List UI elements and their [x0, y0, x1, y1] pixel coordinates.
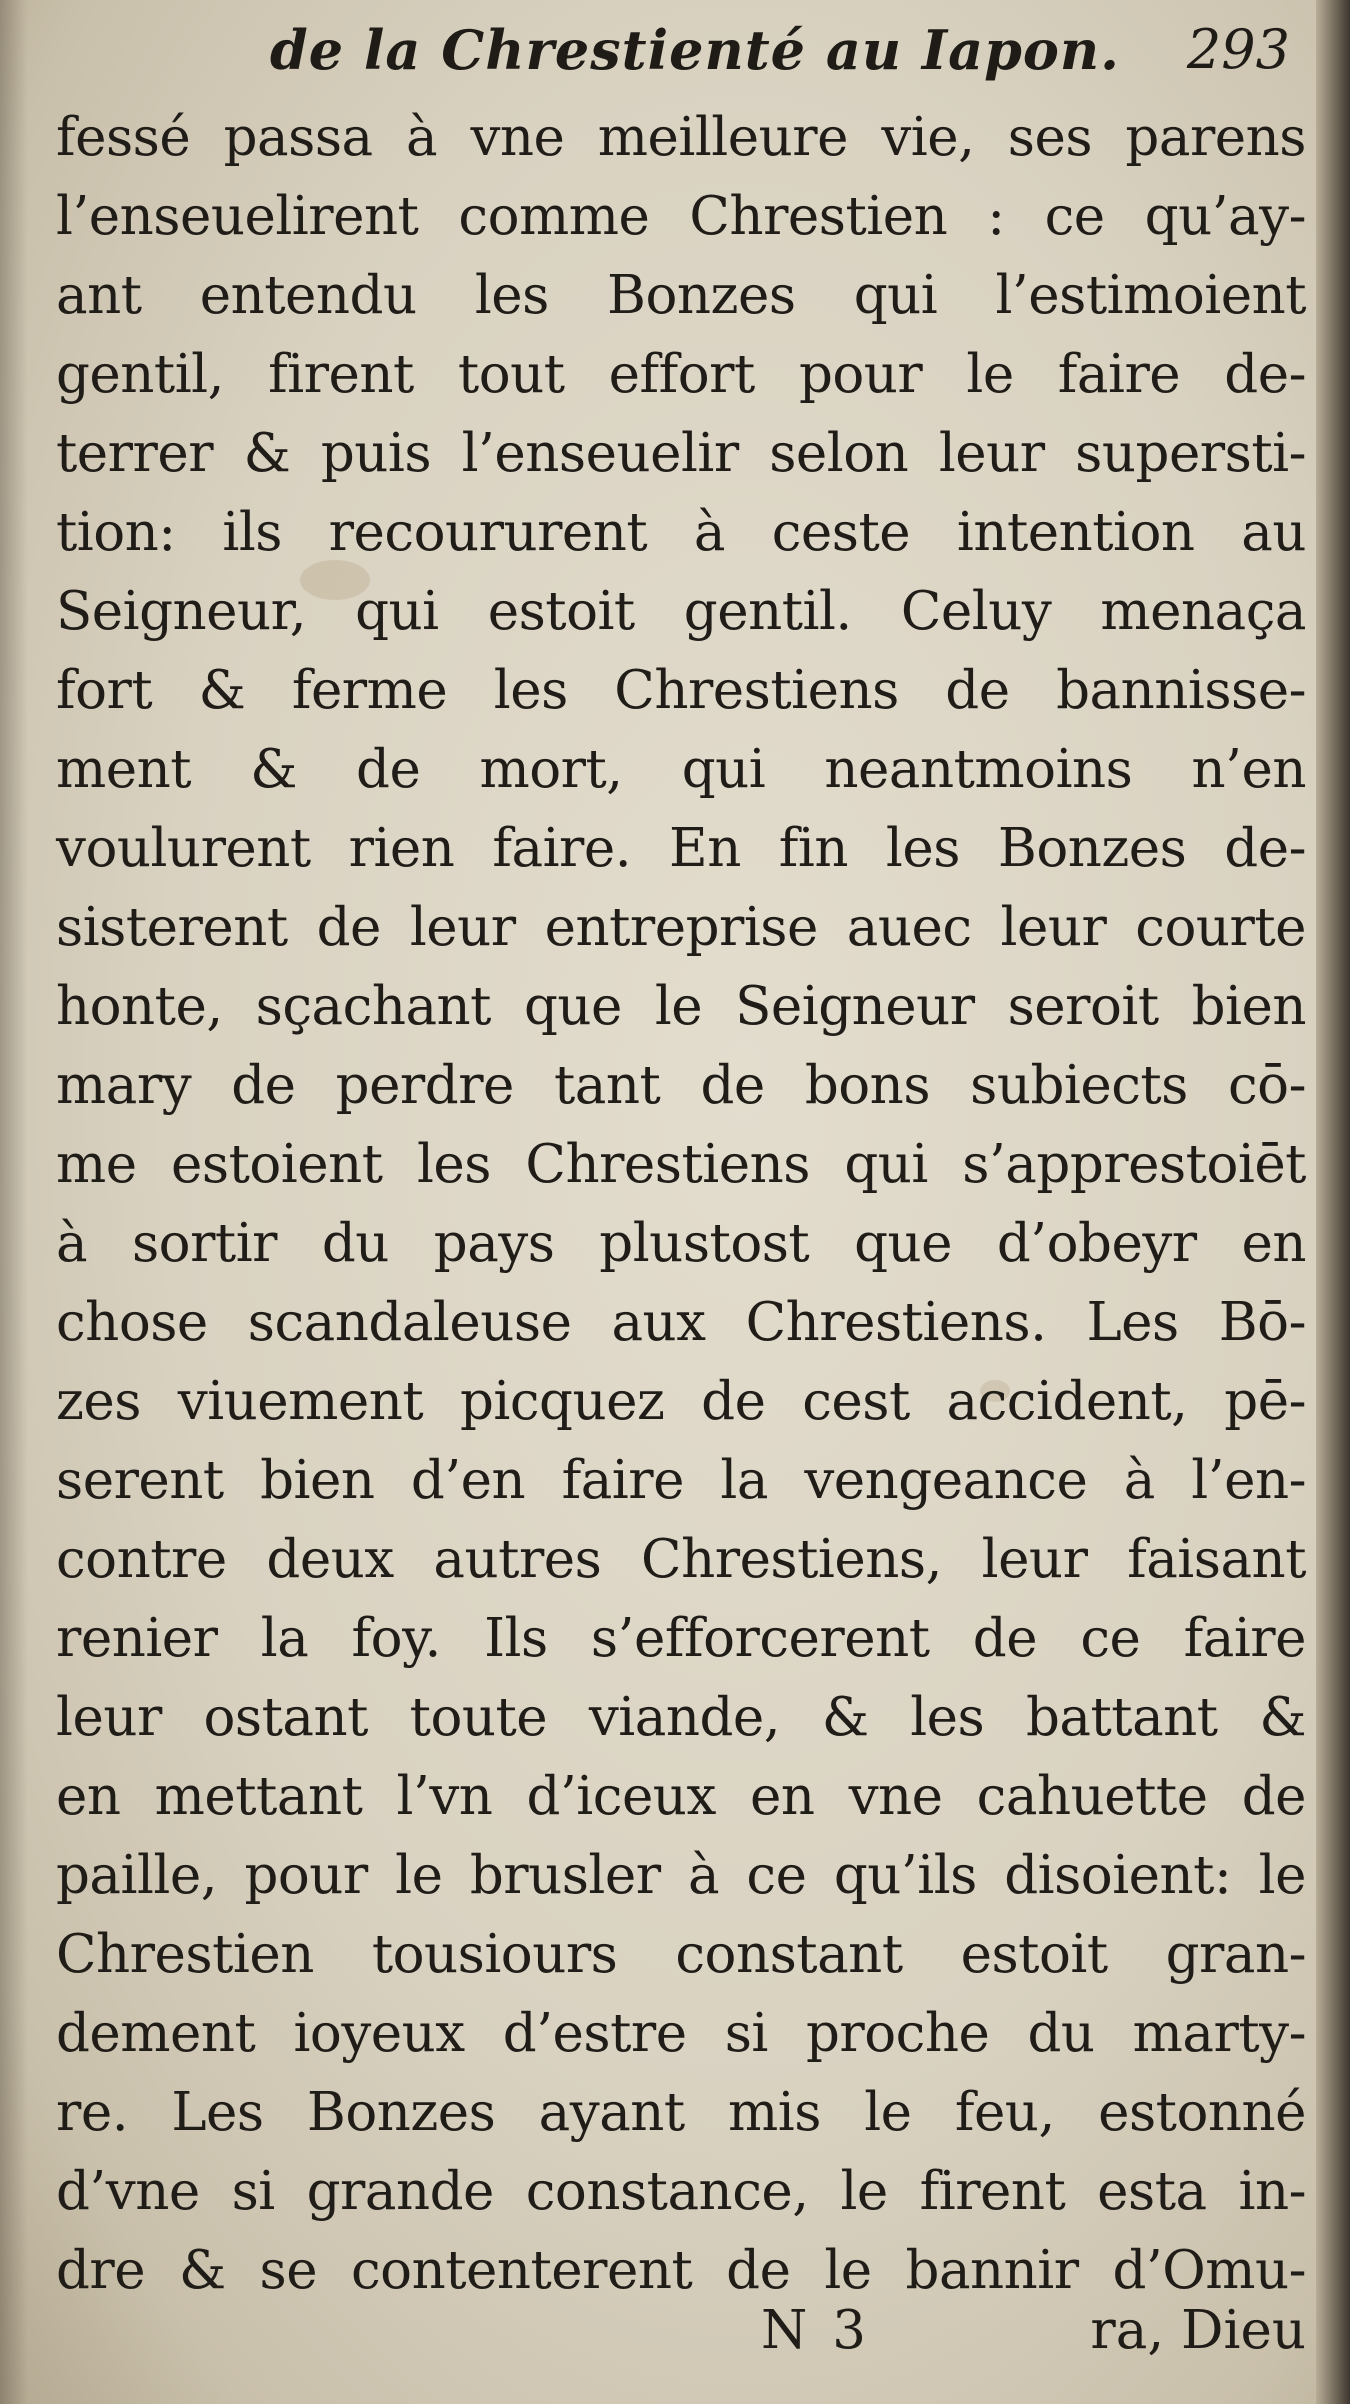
- page-footer: [56, 2300, 1306, 2380]
- text-line: fessé passa à vne meilleure vie, ses parens: [56, 107, 1306, 168]
- text-line: me estoient les Chrestiens qui s’apprestoiēt: [56, 1134, 1306, 1195]
- text-line: gentil, firent tout effort pour le faire de-: [56, 344, 1306, 405]
- text-line: dre & se contenterent de le bannir d’Omu-: [56, 2240, 1306, 2301]
- page-edge-right: [1316, 0, 1350, 2404]
- text-line: tion: ils recoururent à ceste intention au: [56, 502, 1306, 563]
- text-line: dement ioyeux d’estre si proche du marty-: [56, 2003, 1306, 2064]
- text-line: ment & de mort, qui neantmoins n’en: [56, 739, 1306, 800]
- text-line: terrer & puis l’enseuelir selon leur supersti-: [56, 423, 1306, 484]
- page-header: [60, 18, 1290, 98]
- text-line: l’enseuelirent comme Chrestien : ce qu’ay-: [56, 186, 1306, 247]
- text-line: sisterent de leur entreprise auec leur courte: [56, 897, 1306, 958]
- text-line: ant entendu les Bonzes qui l’estimoient: [56, 265, 1306, 326]
- text-line: re. Les Bonzes ayant mis le feu, estonné: [56, 2082, 1306, 2143]
- text-line: Chrestien tousiours constant estoit gran-: [56, 1924, 1306, 1985]
- text-line: honte, sçachant que le Seigneur seroit bien: [56, 976, 1306, 1037]
- text-line: fort & ferme les Chrestiens de bannisse-: [56, 660, 1306, 721]
- running-title: de la Chrestienté au Iapon.: [270, 18, 1120, 82]
- text-line: mary de perdre tant de bons subiects cō-: [56, 1055, 1306, 1116]
- text-line: Seigneur, qui estoit gentil. Celuy menaça: [56, 581, 1306, 642]
- text-line: à sortir du pays plustost que d’obeyr en: [56, 1213, 1306, 1274]
- text-line: voulurent rien faire. En fin les Bonzes de-: [56, 818, 1306, 879]
- text-line: en mettant l’vn d’iceux en vne cahuette de: [56, 1766, 1306, 1827]
- text-line: zes viuement picquez de cest accident, pē-: [56, 1371, 1306, 1432]
- page-shadow-left: [0, 0, 28, 2404]
- catchword: ra, Dieu: [1090, 2300, 1306, 2361]
- text-line: contre deux autres Chrestiens, leur faisant: [56, 1529, 1306, 1590]
- text-line: paille, pour le brusler à ce qu’ils disoient: le: [56, 1845, 1306, 1906]
- text-line: serent bien d’en faire la vengeance à l’en-: [56, 1450, 1306, 1511]
- text-line: renier la foy. Ils s’efforcerent de ce faire: [56, 1608, 1306, 1669]
- page-number: 293: [1186, 18, 1290, 81]
- text-line: leur ostant toute viande, & les battant &: [56, 1687, 1306, 1748]
- signature-mark: N 3: [761, 2300, 870, 2361]
- text-line: d’vne si grande constance, le firent esta in-: [56, 2161, 1306, 2222]
- text-line: chose scandaleuse aux Chrestiens. Les Bō-: [56, 1292, 1306, 1353]
- body-text: [56, 98, 1306, 2310]
